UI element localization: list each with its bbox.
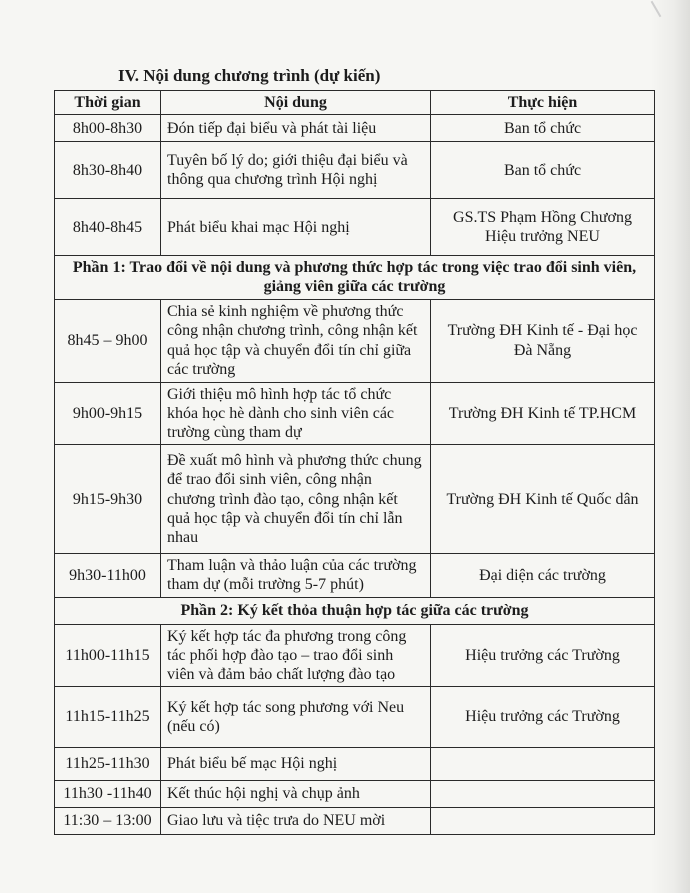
content-cell: Tham luận và thảo luận của các trường tham dự (mỗi trường 5-7 phút) [161, 554, 431, 597]
executor-cell: Trường ĐH Kinh tế Quốc dân [431, 445, 655, 554]
content-cell: Tuyên bố lý do; giới thiệu đại biểu và thông qua chương trình Hội nghị [161, 142, 431, 199]
executor-cell: Hiệu trưởng các Trường [431, 687, 655, 748]
table-row [55, 142, 655, 199]
time-cell: 9h00-9h15 [55, 382, 161, 445]
table-row [55, 382, 655, 445]
table-row [55, 687, 655, 748]
column-header-time: Thời gian [55, 91, 161, 115]
content-cell: Kết thúc hội nghị và chụp ảnh [161, 781, 431, 808]
executor-cell: Trường ĐH Kinh tế - Đại học Đà Nẵng [431, 299, 655, 382]
table-header-row [55, 91, 655, 115]
time-cell: 11h00-11h15 [55, 624, 161, 687]
executor-cell: Ban tổ chức [431, 142, 655, 199]
table-row [55, 748, 655, 781]
content-cell: Đón tiếp đại biểu và phát tài liệu [161, 115, 431, 142]
content-cell: Chia sẻ kinh nghiệm về phương thức công nhận chương trình, công nhận kết quả học tập và chuyển đổi tín chỉ giữa các trường [161, 299, 431, 382]
table-row [55, 554, 655, 597]
executor-cell: GS.TS Phạm Hồng Chương Hiệu trưởng NEU [431, 199, 655, 256]
table-row [55, 808, 655, 835]
part-2-title-row [55, 597, 655, 624]
table-row [55, 624, 655, 687]
content-cell: Phát biểu khai mạc Hội nghị [161, 199, 431, 256]
section-heading: IV. Nội dung chương trình (dự kiến) [118, 66, 381, 85]
content-cell: Ký kết hợp tác song phương với Neu (nếu có) [161, 687, 431, 748]
table-row [55, 445, 655, 554]
column-header-executor: Thực hiện [431, 91, 655, 115]
table-row [55, 781, 655, 808]
table-row [55, 299, 655, 382]
content-cell: Ký kết hợp tác đa phương trong công tác phối hợp đào tạo – trao đổi sinh viên và đảm bảo chất lượng đào tạo [161, 624, 431, 687]
table-row [55, 115, 655, 142]
executor-cell: Đại diện các trường [431, 554, 655, 597]
program-schedule-table [54, 90, 655, 835]
part-1-title: Phần 1: Trao đổi về nội dung và phương thức hợp tác trong việc trao đổi sinh viên, giảng viên giữa các trường [55, 256, 655, 299]
time-cell: 11h25-11h30 [55, 748, 161, 781]
time-cell: 9h30-11h00 [55, 554, 161, 597]
part-1-title-row [55, 256, 655, 299]
time-cell: 8h30-8h40 [55, 142, 161, 199]
part-2-title: Phần 2: Ký kết thỏa thuận hợp tác giữa các trường [55, 597, 655, 624]
time-cell: 8h00-8h30 [55, 115, 161, 142]
executor-cell [431, 748, 655, 781]
content-cell: Phát biểu bế mạc Hội nghị [161, 748, 431, 781]
time-cell: 11:30 – 13:00 [55, 808, 161, 835]
executor-cell: Ban tổ chức [431, 115, 655, 142]
executor-cell: Trường ĐH Kinh tế TP.HCM [431, 382, 655, 445]
content-cell: Giới thiệu mô hình hợp tác tổ chức khóa học hè dành cho sinh viên các trường cùng tham dự [161, 382, 431, 445]
content-cell: Giao lưu và tiệc trưa do NEU mời [161, 808, 431, 835]
table-row [55, 199, 655, 256]
content-cell: Đề xuất mô hình và phương thức chung để trao đổi sinh viên, công nhận chương trình đào tạo, công nhận kết quả học tập và chuyển đổi tín chỉ lẫn nhau [161, 445, 431, 554]
time-cell: 8h45 – 9h00 [55, 299, 161, 382]
executor-cell [431, 781, 655, 808]
time-cell: 9h15-9h30 [55, 445, 161, 554]
page-edge-shadow [650, 0, 690, 893]
executor-cell: Hiệu trưởng các Trường [431, 624, 655, 687]
column-header-content: Nội dung [161, 91, 431, 115]
time-cell: 11h15-11h25 [55, 687, 161, 748]
time-cell: 11h30 -11h40 [55, 781, 161, 808]
executor-cell [431, 808, 655, 835]
time-cell: 8h40-8h45 [55, 199, 161, 256]
